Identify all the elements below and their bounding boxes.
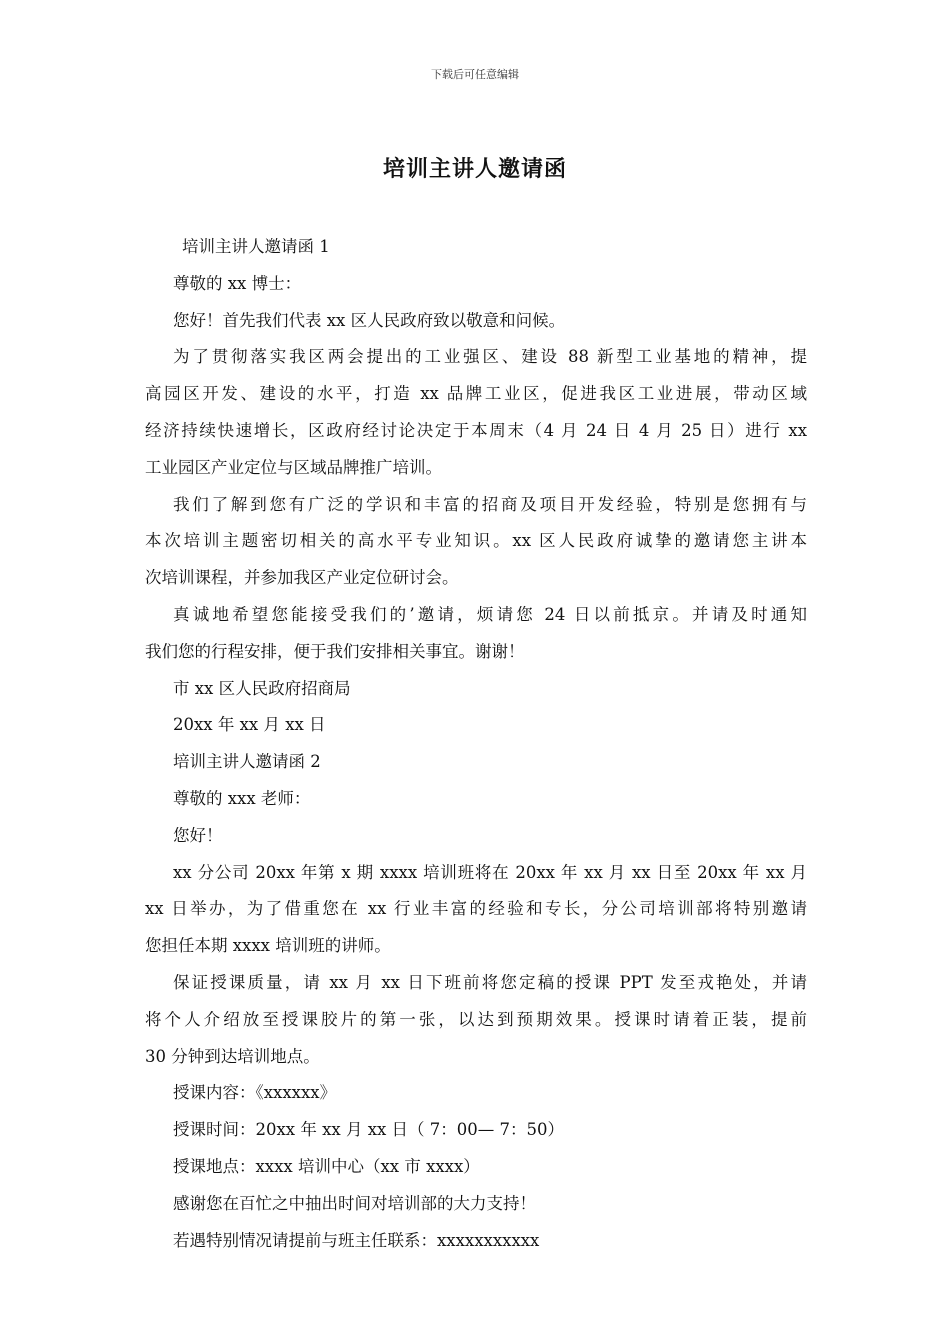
body-line: 真诚地希望您能接受我们的’邀请，烦请您 24 日以前抵京。并请及时通知: [173, 604, 807, 624]
document-body: [145, 229, 807, 1259]
body-line: 您好！: [173, 825, 223, 845]
body-line: 培训主讲人邀请函 2: [173, 752, 321, 772]
page-header-note: 下载后可任意编辑: [431, 68, 519, 81]
body-line: 培训主讲人邀请函 1: [182, 237, 330, 256]
body-line: 市 xx 区人民政府招商局: [173, 678, 351, 698]
body-line: 您担任本期 xxxx 培训班的讲师。: [145, 936, 391, 956]
body-line: 本次培训主题密切相关的高水平专业知识。xx 区人民政府诚挚的邀请您主讲本: [145, 531, 807, 551]
body-line: 30 分钟到达培训地点。: [145, 1046, 320, 1066]
body-line: 授课时间：20xx 年 xx 月 xx 日（ 7：00— 7：50）: [173, 1120, 565, 1140]
body-line: 工业园区产业定位与区域品牌推广培训。: [145, 457, 442, 477]
body-line: 次培训课程，并参加我区产业定位研讨会。: [145, 568, 459, 588]
body-line: 将个人介绍放至授课胶片的第一张，以达到预期效果。授课时请着正装，提前: [145, 1009, 807, 1029]
body-line: 尊敬的 xxx 老师：: [173, 788, 311, 808]
body-line: xx 分公司 20xx 年第 x 期 xxxx 培训班将在 20xx 年 xx 月 xx 日至 20xx 年 xx 月: [173, 862, 807, 882]
body-line: 为了贯彻落实我区两会提出的工业强区、建设 88 新型工业基地的精神，提: [173, 347, 807, 367]
body-line: 感谢您在百忙之中抽出时间对培训部的大力支持！: [173, 1193, 536, 1213]
body-line: 高园区开发、建设的水平，打造 xx 品牌工业区，促进我区工业进展，带动区域: [145, 384, 807, 404]
body-line: xx 日举办，为了借重您在 xx 行业丰富的经验和专长，分公司培训部将特别邀请: [145, 899, 807, 919]
body-line: 授课内容：《xxxxxx》: [173, 1083, 337, 1103]
document-title: 培训主讲人邀请函: [382, 156, 567, 182]
body-line: 我们您的行程安排，便于我们安排相关事宜。谢谢！: [145, 641, 525, 661]
body-line: 您好！首先我们代表 xx 区人民政府致以敬意和问候。: [173, 310, 566, 330]
body-line: 我们了解到您有广泛的学识和丰富的招商及项目开发经验，特别是您拥有与: [173, 494, 807, 514]
body-line: 经济持续快速增长，区政府经讨论决定于本周末（4 月 24 日 4 月 25 日）进行 xx: [145, 420, 807, 440]
body-line: 若遇特别情况请提前与班主任联系：xxxxxxxxxxx: [173, 1230, 540, 1250]
body-line: 尊敬的 xx 博士：: [173, 273, 302, 293]
body-line: 授课地点：xxxx 培训中心（xx 市 xxxx）: [173, 1156, 480, 1176]
body-line: 保证授课质量，请 xx 月 xx 日下班前将您定稿的授课 PPT 发至戎艳处，并请: [173, 972, 807, 992]
body-line: 20xx 年 xx 月 xx 日: [173, 715, 326, 735]
